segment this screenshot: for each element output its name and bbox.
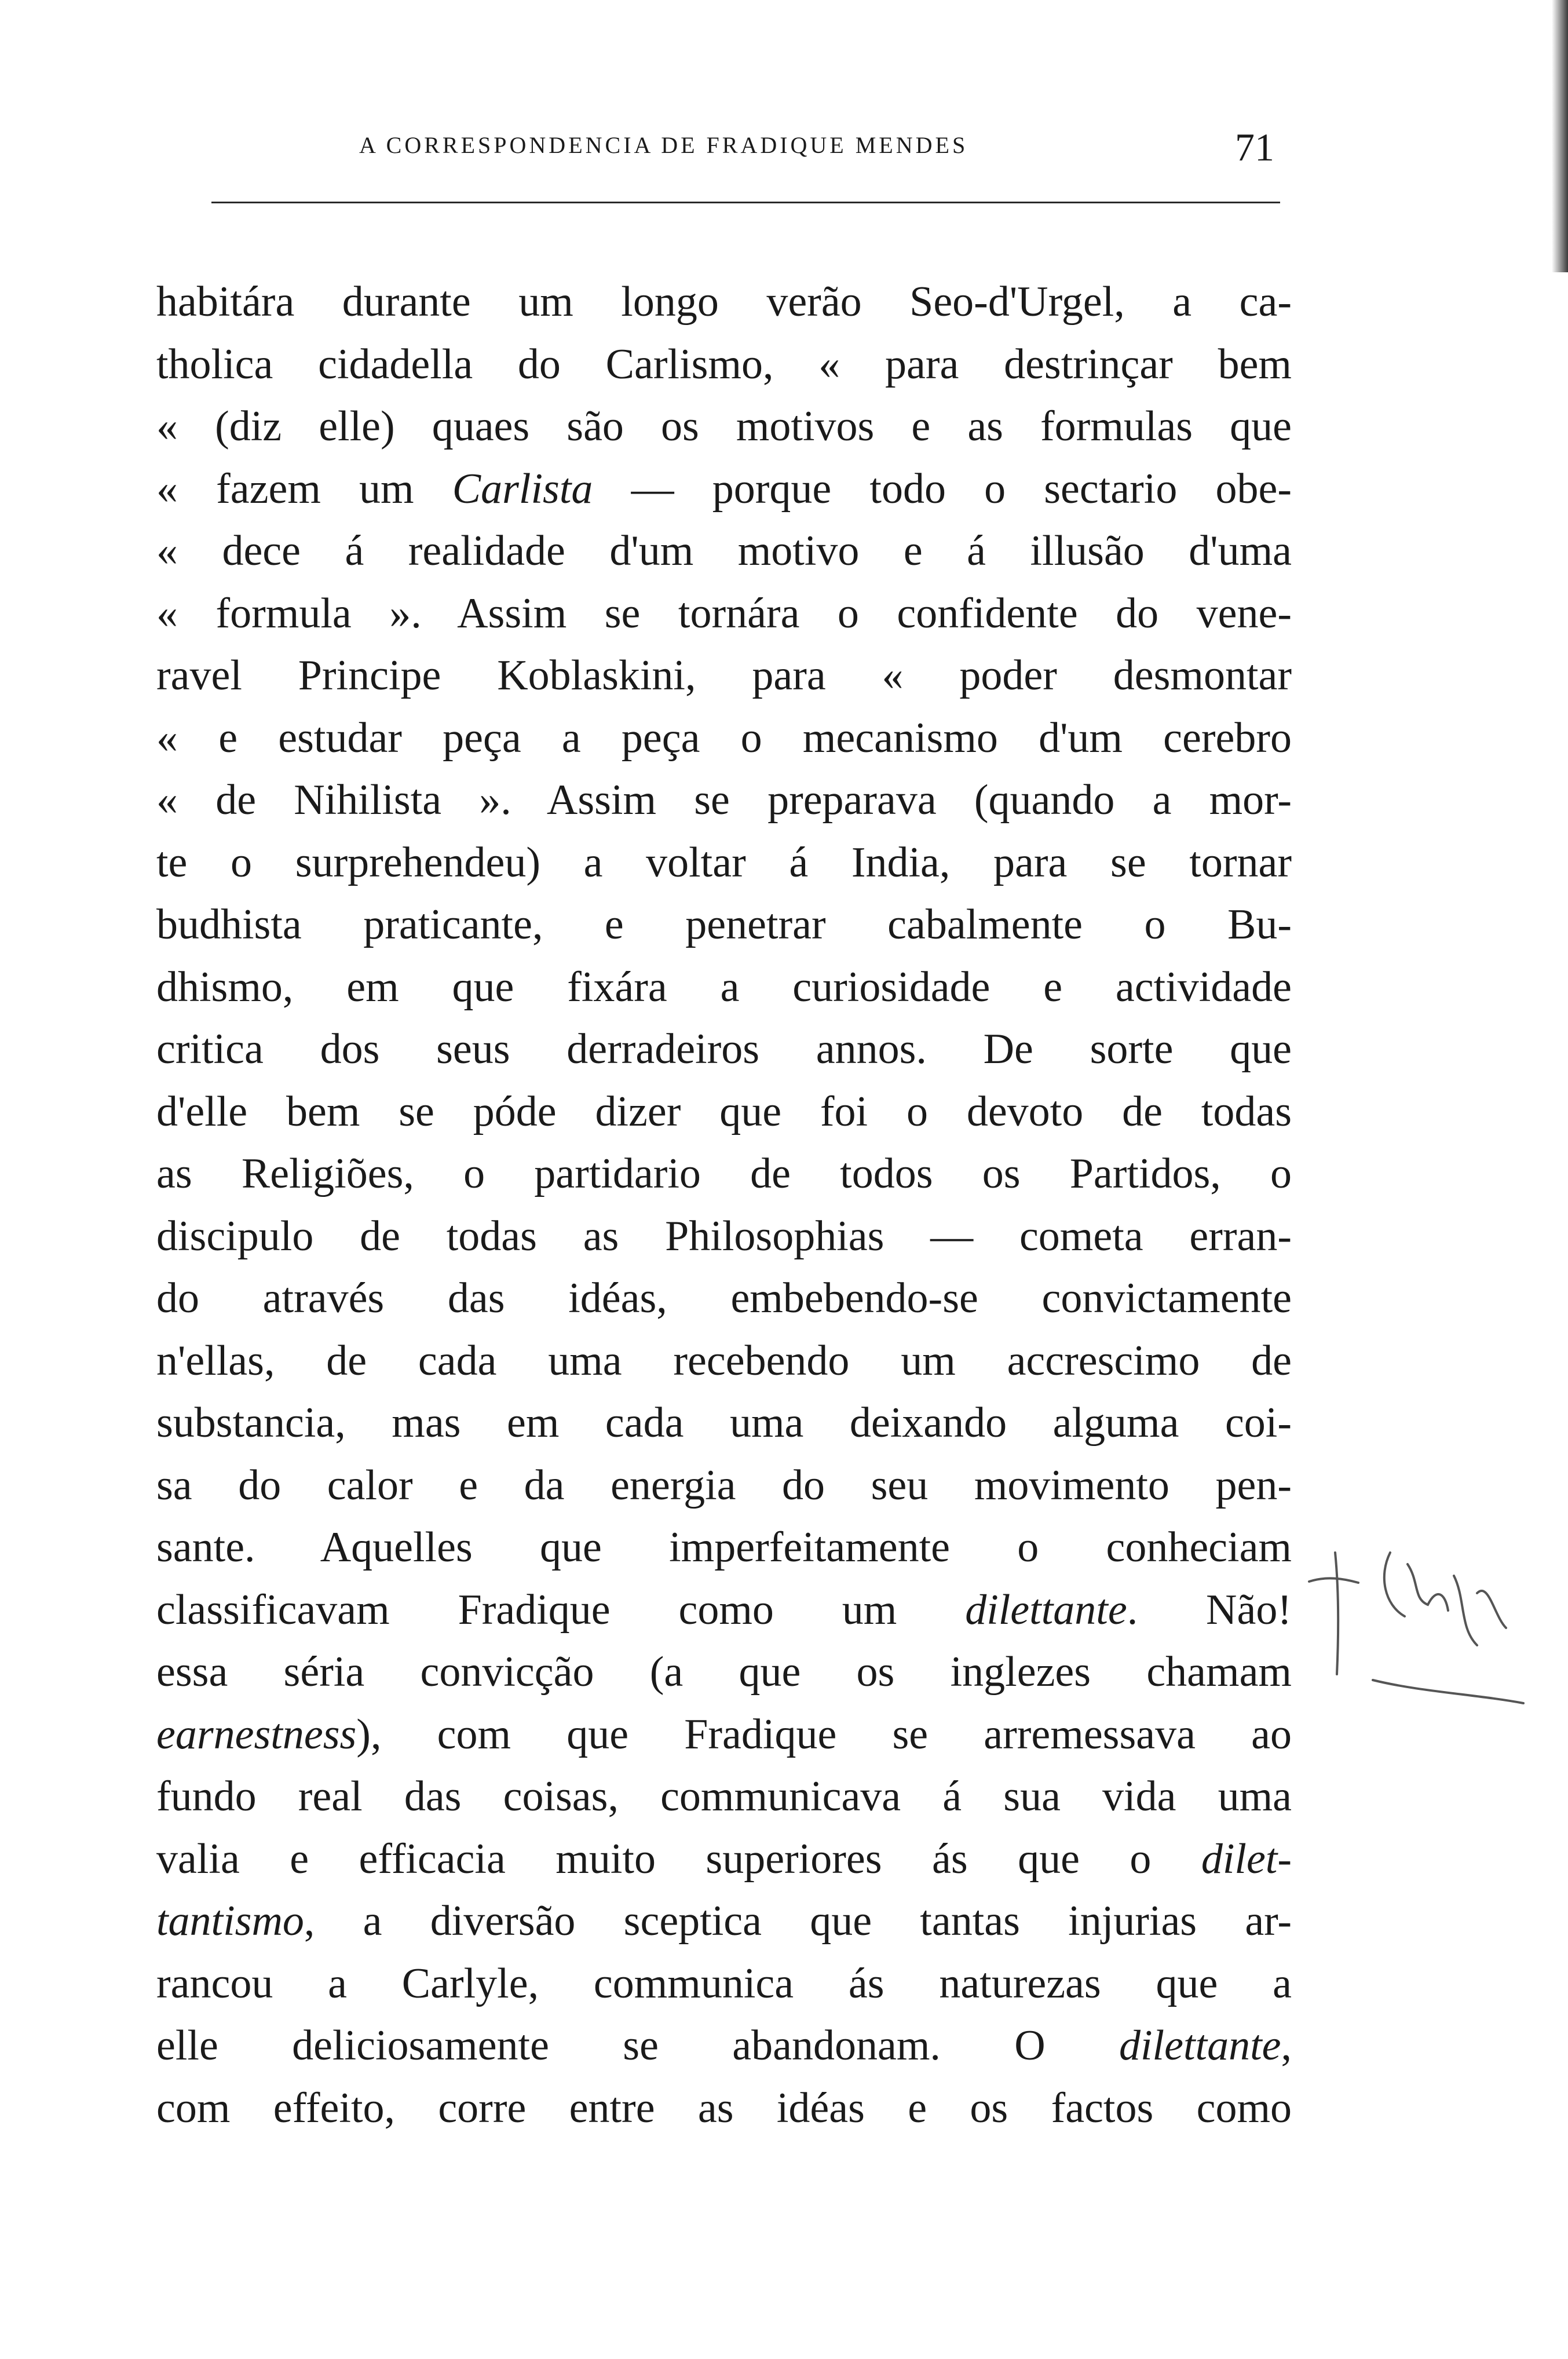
text-line: « de Nihilista ». Assim se preparava (quando a mor- xyxy=(156,776,1292,824)
text-line: sa do calor e da energia do seu movimento pen- xyxy=(156,1461,1292,1509)
handwritten-mark-icon xyxy=(1303,1529,1547,1715)
text-line: rancou a Carlyle, communica ás naturezas que a xyxy=(156,1959,1292,2007)
text-line: « dece á realidade d'um motivo e á illusão d'uma xyxy=(156,527,1292,575)
text-line: classificavam Fradique como um dilettante. Não! xyxy=(156,1586,1292,1634)
text-line: d'elle bem se póde dizer que foi o devoto de todas xyxy=(156,1087,1292,1135)
text-line: fundo real das coisas, communicava á sua vida uma xyxy=(156,1773,1292,1820)
text-line: « formula ». Assim se tornára o confidente do vene- xyxy=(156,589,1292,637)
page-number: 71 xyxy=(1235,125,1274,169)
body-text xyxy=(156,271,1292,2139)
text-line: valia e efficacia muito superiores ás que o dilet- xyxy=(156,1835,1292,1883)
text-line: n'ellas, de cada uma recebendo um accrescimo de xyxy=(156,1336,1292,1385)
text-line: substancia, mas em cada uma deixando alguma coi- xyxy=(156,1399,1292,1447)
text-line: discipulo de todas as Philosophias — cometa erran- xyxy=(156,1212,1292,1260)
text-line: dhismo, em que fixára a curiosidade e actividade xyxy=(156,963,1292,1011)
text-line: tholica cidadella do Carlismo, « para destrinçar bem xyxy=(156,340,1292,388)
running-head xyxy=(359,125,1274,171)
text-line: critica dos seus derradeiros annos. De sorte que xyxy=(156,1025,1292,1073)
header-rule xyxy=(211,202,1280,203)
text-line: budhista praticante, e penetrar cabalmente o Bu- xyxy=(156,901,1292,948)
text-line: essa séria convicção (a que os inglezes chamam xyxy=(156,1648,1292,1696)
text-line: « fazem um Carlista — porque todo o sectario obe- xyxy=(156,465,1292,513)
page-edge-shadow xyxy=(1552,0,1568,272)
text-line: te o surprehendeu) a voltar á India, para se tornar xyxy=(156,838,1292,886)
text-line: elle deliciosamente se abandonam. O dilettante, xyxy=(156,2022,1292,2069)
text-line: com effeito, corre entre as idéas e os factos como xyxy=(156,2084,1292,2132)
running-title: A CORRESPONDENCIA DE FRADIQUE MENDES xyxy=(359,132,968,158)
text-line: sante. Aquelles que imperfeitamente o conheciam xyxy=(156,1524,1292,1571)
text-line: tantismo, a diversão sceptica que tantas injurias ar- xyxy=(156,1897,1292,1945)
text-line: « e estudar peça a peça o mecanismo d'um cerebro xyxy=(156,714,1292,762)
text-line: as Religiões, o partidario de todos os Partidos, o xyxy=(156,1150,1292,1197)
handwritten-margin-note xyxy=(1303,1529,1547,1715)
text-line: ravel Principe Koblaskini, para « poder desmontar xyxy=(156,652,1292,699)
text-line: earnestness), com que Fradique se arremessava ao xyxy=(156,1710,1292,1758)
text-line: habitára durante um longo verão Seo-d'Urgel, a ca- xyxy=(156,278,1292,326)
text-line: do através das idéas, embebendo-se convictamente xyxy=(156,1275,1292,1322)
text-line: « (diz elle) quaes são os motivos e as formulas que xyxy=(156,403,1292,450)
